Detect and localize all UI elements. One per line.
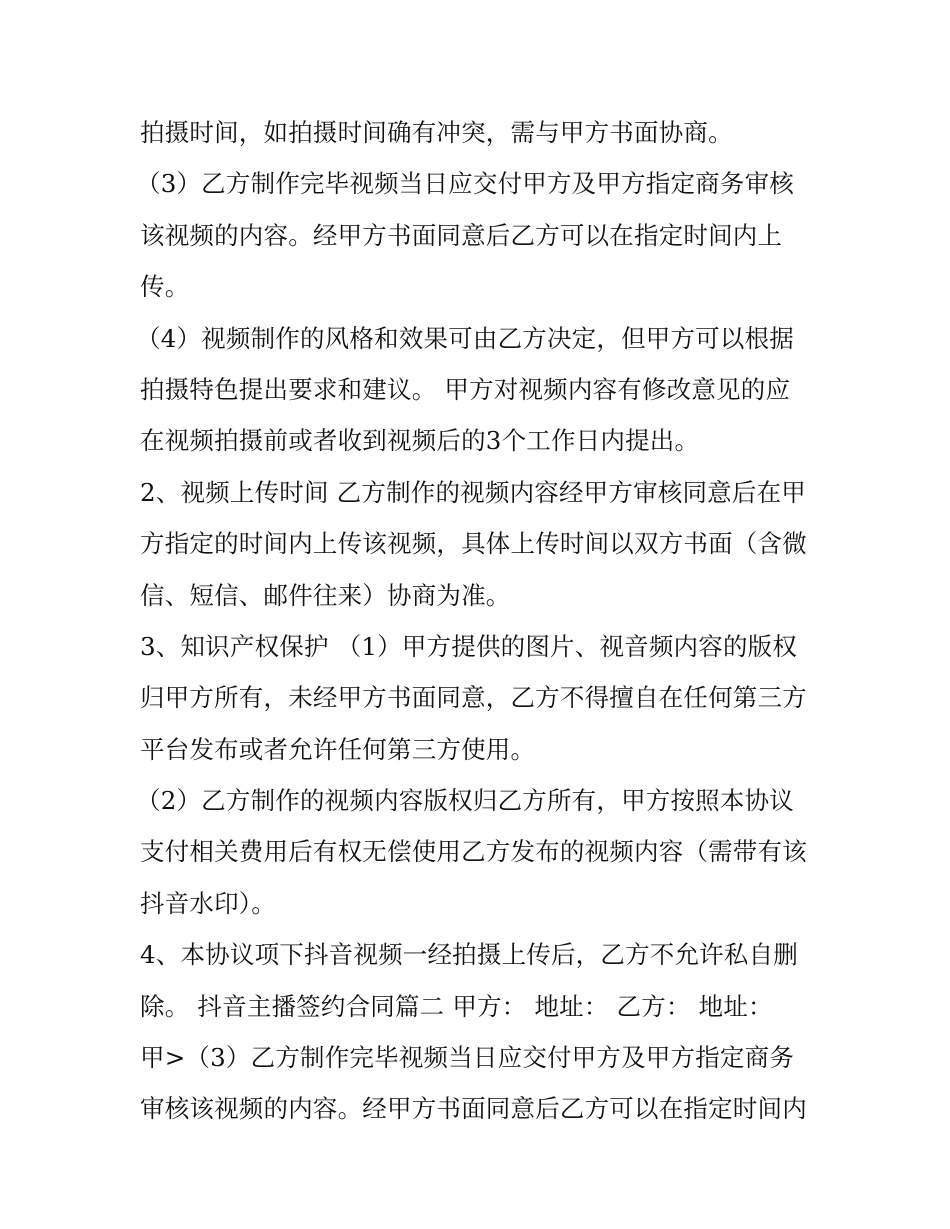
text-line: 3、知识产权保护 （1）甲方提供的图片、视音频内容的版权 — [140, 631, 798, 661]
text-line: 平台发布或者允许任何第三方使用。 — [140, 734, 536, 764]
text-line: 该视频的内容。经甲方书面同意后乙方可以在指定时间内上 — [140, 220, 783, 250]
text-line: 甲>（3）乙方制作完毕视频当日应交付甲方及甲方指定商务 — [140, 1043, 795, 1073]
text-line: （3）乙方制作完毕视频当日应交付甲方及甲方指定商务审核 — [136, 169, 794, 199]
text-line: 在视频拍摄前或者收到视频后的3个工作日内提出。 — [140, 426, 700, 456]
text-line: 拍摄时间，如拍摄时间确有冲突，需与甲方书面协商。 — [140, 118, 733, 147]
text-line: 信、短信、邮件往来）协商为准。 — [140, 580, 511, 610]
text-line: 2、视频上传时间 乙方制作的视频内容经甲方审核同意后在甲 — [140, 477, 806, 507]
text-line: 传。 — [140, 272, 190, 302]
text-line: （4）视频制作的风格和效果可由乙方决定，但甲方可以根据 — [136, 323, 794, 353]
text-line: 除。 抖音主播签约合同篇二 甲方： 地址： 乙方： 地址： — [140, 991, 773, 1021]
text-line: 抖音水印）。 — [140, 888, 276, 918]
text-line: 拍摄特色提出要求和建议。 甲方对视频内容有修改意见的应 — [140, 374, 791, 404]
text-line: 归甲方所有，未经甲方书面同意，乙方不得擅自在任何第三方 — [140, 683, 807, 713]
text-line: （2）乙方制作的视频内容版权归乙方所有，甲方按照本协议 — [136, 786, 794, 816]
text-line: 审核该视频的内容。经甲方书面同意后乙方可以在指定时间内 — [140, 1094, 807, 1124]
text-line: 支付相关费用后有权无偿使用乙方发布的视频内容（需带有该 — [140, 837, 807, 867]
text-line: 4、本协议项下抖音视频一经拍摄上传后，乙方不允许私自删 — [140, 940, 798, 970]
text-line: 方指定的时间内上传该视频，具体上传时间以双方书面（含微 — [140, 529, 807, 559]
document-body — [136, 107, 830, 1135]
